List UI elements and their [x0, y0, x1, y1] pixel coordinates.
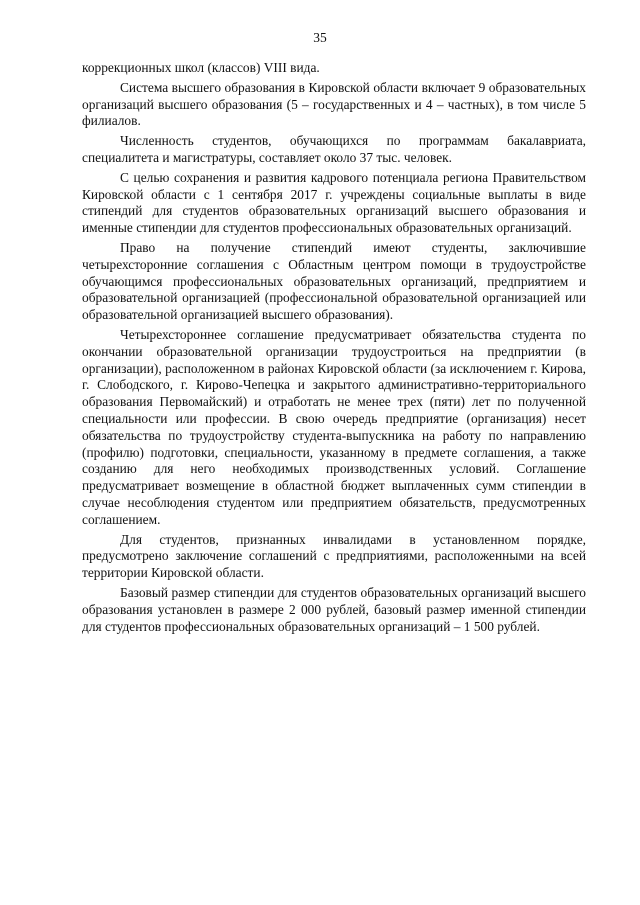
paragraph-5: Право на получение стипендий имеют студенты, заключившие четырехсторонние соглашения с Областным центром помощи в трудоустройстве обучающимся профессиональных образовательных организаций, предприятием и образовательной организацией (профессиональной образовательной организацией или образовательной организацией высшего образования). — [82, 239, 586, 323]
paragraph-1: коррекционных школ (классов) VIII вида. — [82, 60, 320, 75]
page-number: 35 — [313, 30, 327, 45]
paragraph-3: Численность студентов, обучающихся по программам бакалавриата, специалитета и магистратуры, составляет около 37 тыс. человек. — [82, 133, 586, 165]
paragraph-8: Базовый размер стипендии для студентов образовательных организаций высшего образования установлен в размере 2 000 рублей, базовый размер именной стипендии для студентов профессиональных образовательных организаций – 1 500 рублей. — [82, 584, 586, 634]
paragraph-7: Для студентов, признанных инвалидами в установленном порядке, предусмотрено заключение соглашений с предприятиями, расположенными на всей территории Кировской области. — [82, 531, 586, 581]
paragraph-2: Система высшего образования в Кировской области включает 9 образовательных организаций высшего образования (5 – государственных и 4 – частных), в том числе 5 филиалов. — [82, 79, 586, 129]
paragraph-4: С целью сохранения и развития кадрового потенциала региона Правительством Кировской области с 1 сентября 2017 г. учреждены социальные выплаты в виде стипендий для студентов образовательных организаций высшего образования и именные стипендии для студентов профессиональных образовательных организаций. — [82, 169, 586, 236]
paragraph-6: Четырехстороннее соглашение предусматривает обязательства студента по окончании образовательной организации трудоустроиться на предприятии (в организации), расположенном в районах Кировской области (за исключением г. Кирова, г. Слободского, г. Кирово-Чепецка и закрытого административно-территориального образования Первомайский) и отработать не менее трех (пяти) лет по полученной специальности или профессии. В свою очередь предприятие (организация) несет обязательства по трудоустройству студента-выпускника на работу по направлению (профилю) подготовки, специальности, указанному в предмете соглашения, а также созданию для него необходимых производственных условий. Соглашение предусматривает возмещение в областной бюджет выплаченных сумм стипендии в случае несоблюдения студентом или предприятием обязательств, предусмотренных соглашением. — [82, 326, 586, 527]
document-body — [82, 60, 586, 638]
